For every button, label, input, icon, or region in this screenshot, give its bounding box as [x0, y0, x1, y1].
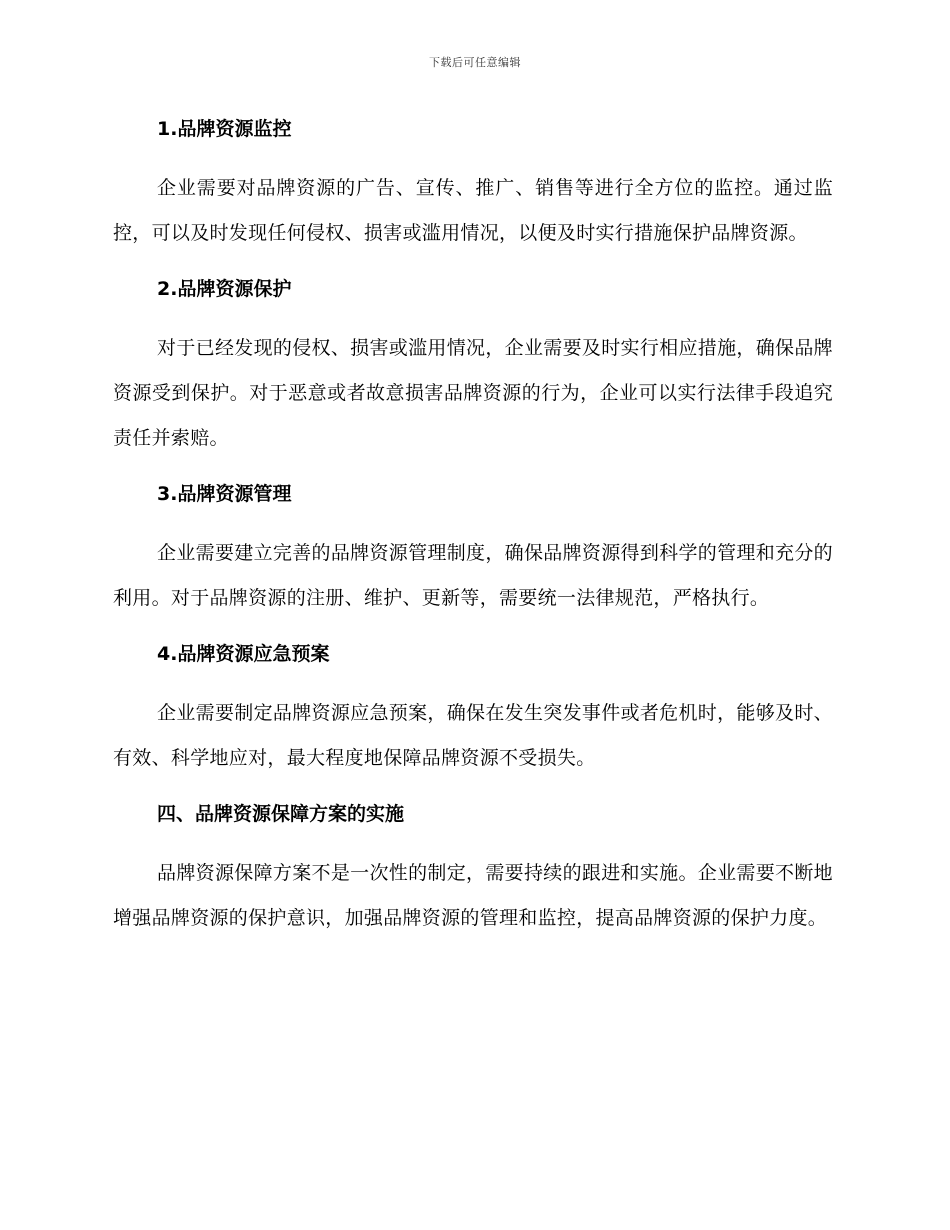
- document-body: [113, 112, 833, 941]
- section-heading-5: 四、品牌资源保障方案的实施: [157, 803, 405, 825]
- section-heading-3: 3.品牌资源管理: [157, 483, 292, 505]
- section-paragraph-4: 企业需要制定品牌资源应急预案，确保在发生突发事件或者危机时，能够及时、有效、科学地应对，最大程度地保障品牌资源不受损失。: [113, 702, 833, 769]
- header-note: 下载后可任意编辑: [429, 56, 521, 69]
- section-paragraph-3: 企业需要建立完善的品牌资源管理制度，确保品牌资源得到科学的管理和充分的利用。对于品牌资源的注册、维护、更新等，需要统一法律规范，严格执行。: [113, 542, 833, 609]
- section-heading-4: 4.品牌资源应急预案: [157, 643, 330, 665]
- section-heading-1: 1.品牌资源监控: [157, 118, 292, 140]
- section-paragraph-2: 对于已经发现的侵权、损害或滥用情况，企业需要及时实行相应措施，确保品牌资源受到保护。对于恶意或者故意损害品牌资源的行为，企业可以实行法律手段追究责任并索赔。: [113, 337, 833, 449]
- section-heading-2: 2.品牌资源保护: [157, 278, 292, 300]
- section-paragraph-1: 企业需要对品牌资源的广告、宣传、推广、销售等进行全方位的监控。通过监控，可以及时发现任何侵权、损害或滥用情况，以便及时实行措施保护品牌资源。: [113, 177, 833, 244]
- section-paragraph-5: 品牌资源保障方案不是一次性的制定，需要持续的跟进和实施。企业需要不断地增强品牌资源的保护意识，加强品牌资源的管理和监控，提高品牌资源的保护力度。: [113, 862, 833, 929]
